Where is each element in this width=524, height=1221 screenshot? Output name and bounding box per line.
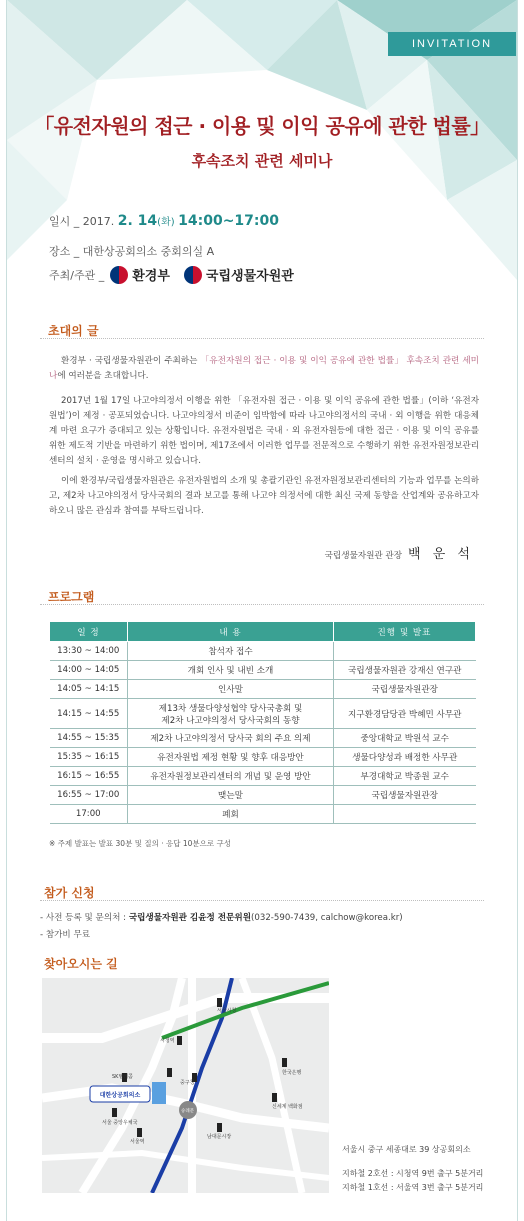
apply-contact-line: - 사전 등록 및 문의처 : 국립생물자원관 김윤정 전문위원(032-590-7439, calchow@korea.kr) — [40, 913, 403, 923]
column-header-content: 내 용 — [128, 622, 334, 642]
taegeuk-emblem-icon — [184, 266, 202, 284]
table-cell-time: 16:15 ~ 16:55 — [50, 767, 128, 786]
table-row — [50, 661, 476, 680]
program-heading: 프로그램 — [48, 590, 95, 604]
table-row — [50, 680, 476, 699]
table-cell-content: 유전자원정보관리센터의 개념 및 운영 방안 — [128, 767, 334, 786]
divider — [40, 900, 484, 901]
table-cell-content: 유전자원법 제정 현황 및 향후 대응방안 — [128, 748, 334, 767]
table-cell-content: 맺는말 — [128, 786, 334, 805]
map-label: SK텔레콤 — [112, 1074, 133, 1080]
law-title-highlight: 「유전자원의 접근 · 이용 및 이익 공유에 관한 법률」 후속조치 관련 세미나 — [49, 356, 479, 381]
directions-heading: 찾아오시는 길 — [44, 957, 118, 971]
map-drawing — [42, 978, 329, 1193]
table-cell-speaker: 지구환경담당관 박혜민 사무관 — [334, 699, 476, 729]
table-cell-content: 폐회 — [128, 805, 334, 824]
invitation-badge: INVITATION — [388, 32, 516, 56]
table-cell-time: 14:55 ~ 15:35 — [50, 729, 128, 748]
map-label: 서울시청 — [217, 1008, 237, 1014]
location-map — [42, 978, 329, 1193]
table-cell-content: 개회 인사 및 내빈 소개 — [128, 661, 334, 680]
invitation-paragraph-2: 2017년 1월 17일 나고야의정서 이행을 위한 「유전자원 접근 · 이용 및 이익 공유에 관한 법률」(이하 ‘유전자원법’)이 제정 · 공포되었습니다. 나고야의정서 비준이 임박함에 따라 나고야의정서의 국내 · 외 이행을 위한 대응체계 마련 요구가 증대되고 있는 상황입니다. 유전자원법은 국내 · 외 유전자원등에 대한 접근 · 이용 및 이익 공유를 위한 제도적 기반을 마련하기 위한 법이며, 제17조에서 이러한 업무를 전문적으로 수행하기 위한 유전자원정보관리센터의 설치 · 운영을 명시하고 있습니다. — [49, 396, 479, 466]
column-header-time: 일 정 — [50, 622, 128, 642]
table-cell-speaker: 국립생물자원관장 — [334, 680, 476, 699]
table-cell-time: 17:00 — [50, 805, 128, 824]
table-row — [50, 748, 476, 767]
table-cell-time: 14:05 ~ 14:15 — [50, 680, 128, 699]
table-row — [50, 767, 476, 786]
table-cell-speaker — [334, 642, 476, 661]
program-table-body — [50, 642, 476, 824]
table-cell-time: 16:55 ~ 17:00 — [50, 786, 128, 805]
signature — [325, 543, 474, 562]
table-row — [50, 786, 476, 805]
table-cell-speaker: 국립생물자원관장 — [334, 786, 476, 805]
host-line — [49, 265, 308, 284]
table-cell-time: 14:15 ~ 14:55 — [50, 699, 128, 729]
table-cell-speaker: 생물다양성과 배정한 사무관 — [334, 748, 476, 767]
host-label: 주최/주관 _ — [49, 268, 105, 282]
date-label: 일시 _ 2017. — [49, 215, 115, 228]
table-cell-speaker: 부경대학교 박종원 교수 — [334, 767, 476, 786]
invitation-heading: 초대의 글 — [48, 324, 99, 338]
divider — [40, 604, 484, 605]
table-cell-content: 참석자 접수 — [128, 642, 334, 661]
ministry-of-environment-logo: 환경부 — [110, 265, 170, 284]
map-label: 남대문시장 — [207, 1134, 232, 1140]
table-cell-speaker — [334, 805, 476, 824]
apply-heading: 참가 신청 — [44, 886, 95, 900]
time-value: 14:00~17:00 — [178, 213, 279, 229]
table-header-row — [50, 622, 476, 642]
date-day: (화) — [157, 217, 175, 228]
map-label: 중구청 — [180, 1080, 195, 1086]
column-header-speaker: 진행 및 발표 — [334, 622, 476, 642]
contact-details: (032-590-7439, calchow@korea.kr) — [251, 913, 403, 923]
map-label: 서울역 — [130, 1139, 145, 1145]
table-cell-time: 15:35 ~ 16:15 — [50, 748, 128, 767]
program-note: ※ 주제 발표는 발표 30분 및 질의 · 응답 10분으로 구성 — [49, 839, 232, 848]
date-line — [49, 213, 279, 229]
date-value: 2. 14 — [117, 213, 158, 229]
map-label: 한국은행 — [282, 1070, 302, 1076]
address: 서울시 중구 세종대로 39 상공회의소 — [342, 1145, 471, 1154]
taegeuk-emblem-icon — [110, 266, 128, 284]
map-label: 시청역 — [160, 1038, 175, 1044]
divider — [40, 338, 484, 339]
signature-name: 백 운 석 — [408, 547, 474, 562]
map-label-destination: 대한상공회의소 — [99, 1092, 141, 1099]
table-cell-speaker: 국립생물자원관 강재신 연구관 — [334, 661, 476, 680]
contact-person: 국립생물자원관 김윤정 전문위원 — [128, 913, 252, 923]
invitation-paragraph-3: 이에 환경부/국립생물자원관은 유전자원법의 소개 및 총괄기관인 유전자원정보관리센터의 기능과 업무를 논의하고, 제2차 나고야의정서 당사국회의 결과 보고를 통해 나고야 의정서에 대한 최신 국제 동향을 산업계와 공유하고자 하오니 많은 관심과 참여를 부탁드립니다. — [49, 476, 479, 516]
table-row — [50, 699, 476, 729]
map-label: 서울 중앙우체국 — [102, 1120, 138, 1126]
table-row — [50, 805, 476, 824]
seminar-subtitle: 후속조치 관련 세미나 — [191, 152, 333, 170]
table-cell-content: 제2차 나고야의정서 당사국 회의 주요 의제 — [128, 729, 334, 748]
program-table — [49, 621, 476, 824]
seminar-title: 「유전자원의 접근 · 이용 및 이익 공유에 관한 법률」 — [34, 114, 490, 138]
table-row — [50, 642, 476, 661]
table-cell-time: 14:00 ~ 14:05 — [50, 661, 128, 680]
signature-title: 국립생물자원관 관장 — [324, 551, 403, 561]
table-cell-speaker: 중앙대학교 박원석 교수 — [334, 729, 476, 748]
subway-line-2-directions: 지하철 2호선 : 시청역 9번 출구 5분거리 — [342, 1169, 484, 1178]
table-cell-content: 인사말 — [128, 680, 334, 699]
map-label: 숭례문 — [181, 1109, 195, 1114]
table-cell-content: 제13차 생물다양성협약 당사국총회 및 제2차 나고야의정서 당사국회의 동향 — [128, 699, 334, 729]
map-label: 신세계 백화점 — [272, 1104, 303, 1110]
nibr-logo: 국립생물자원관 — [184, 265, 294, 284]
table-row — [50, 729, 476, 748]
venue-line: 장소 _ 대한상공회의소 중회의실 A — [49, 245, 215, 258]
subway-line-1-directions: 지하철 1호선 : 서울역 3번 출구 5분거리 — [342, 1183, 484, 1192]
apply-fee-line: - 참가비 무료 — [40, 930, 91, 940]
table-cell-time: 13:30 ~ 14:00 — [50, 642, 128, 661]
invitation-paragraph-1: 환경부 · 국립생물자원관이 주최하는 「유전자원의 접근 · 이용 및 이익 공유에 관한 법률」 후속조치 관련 세미나에 여러분을 초대합니다. — [49, 356, 479, 381]
